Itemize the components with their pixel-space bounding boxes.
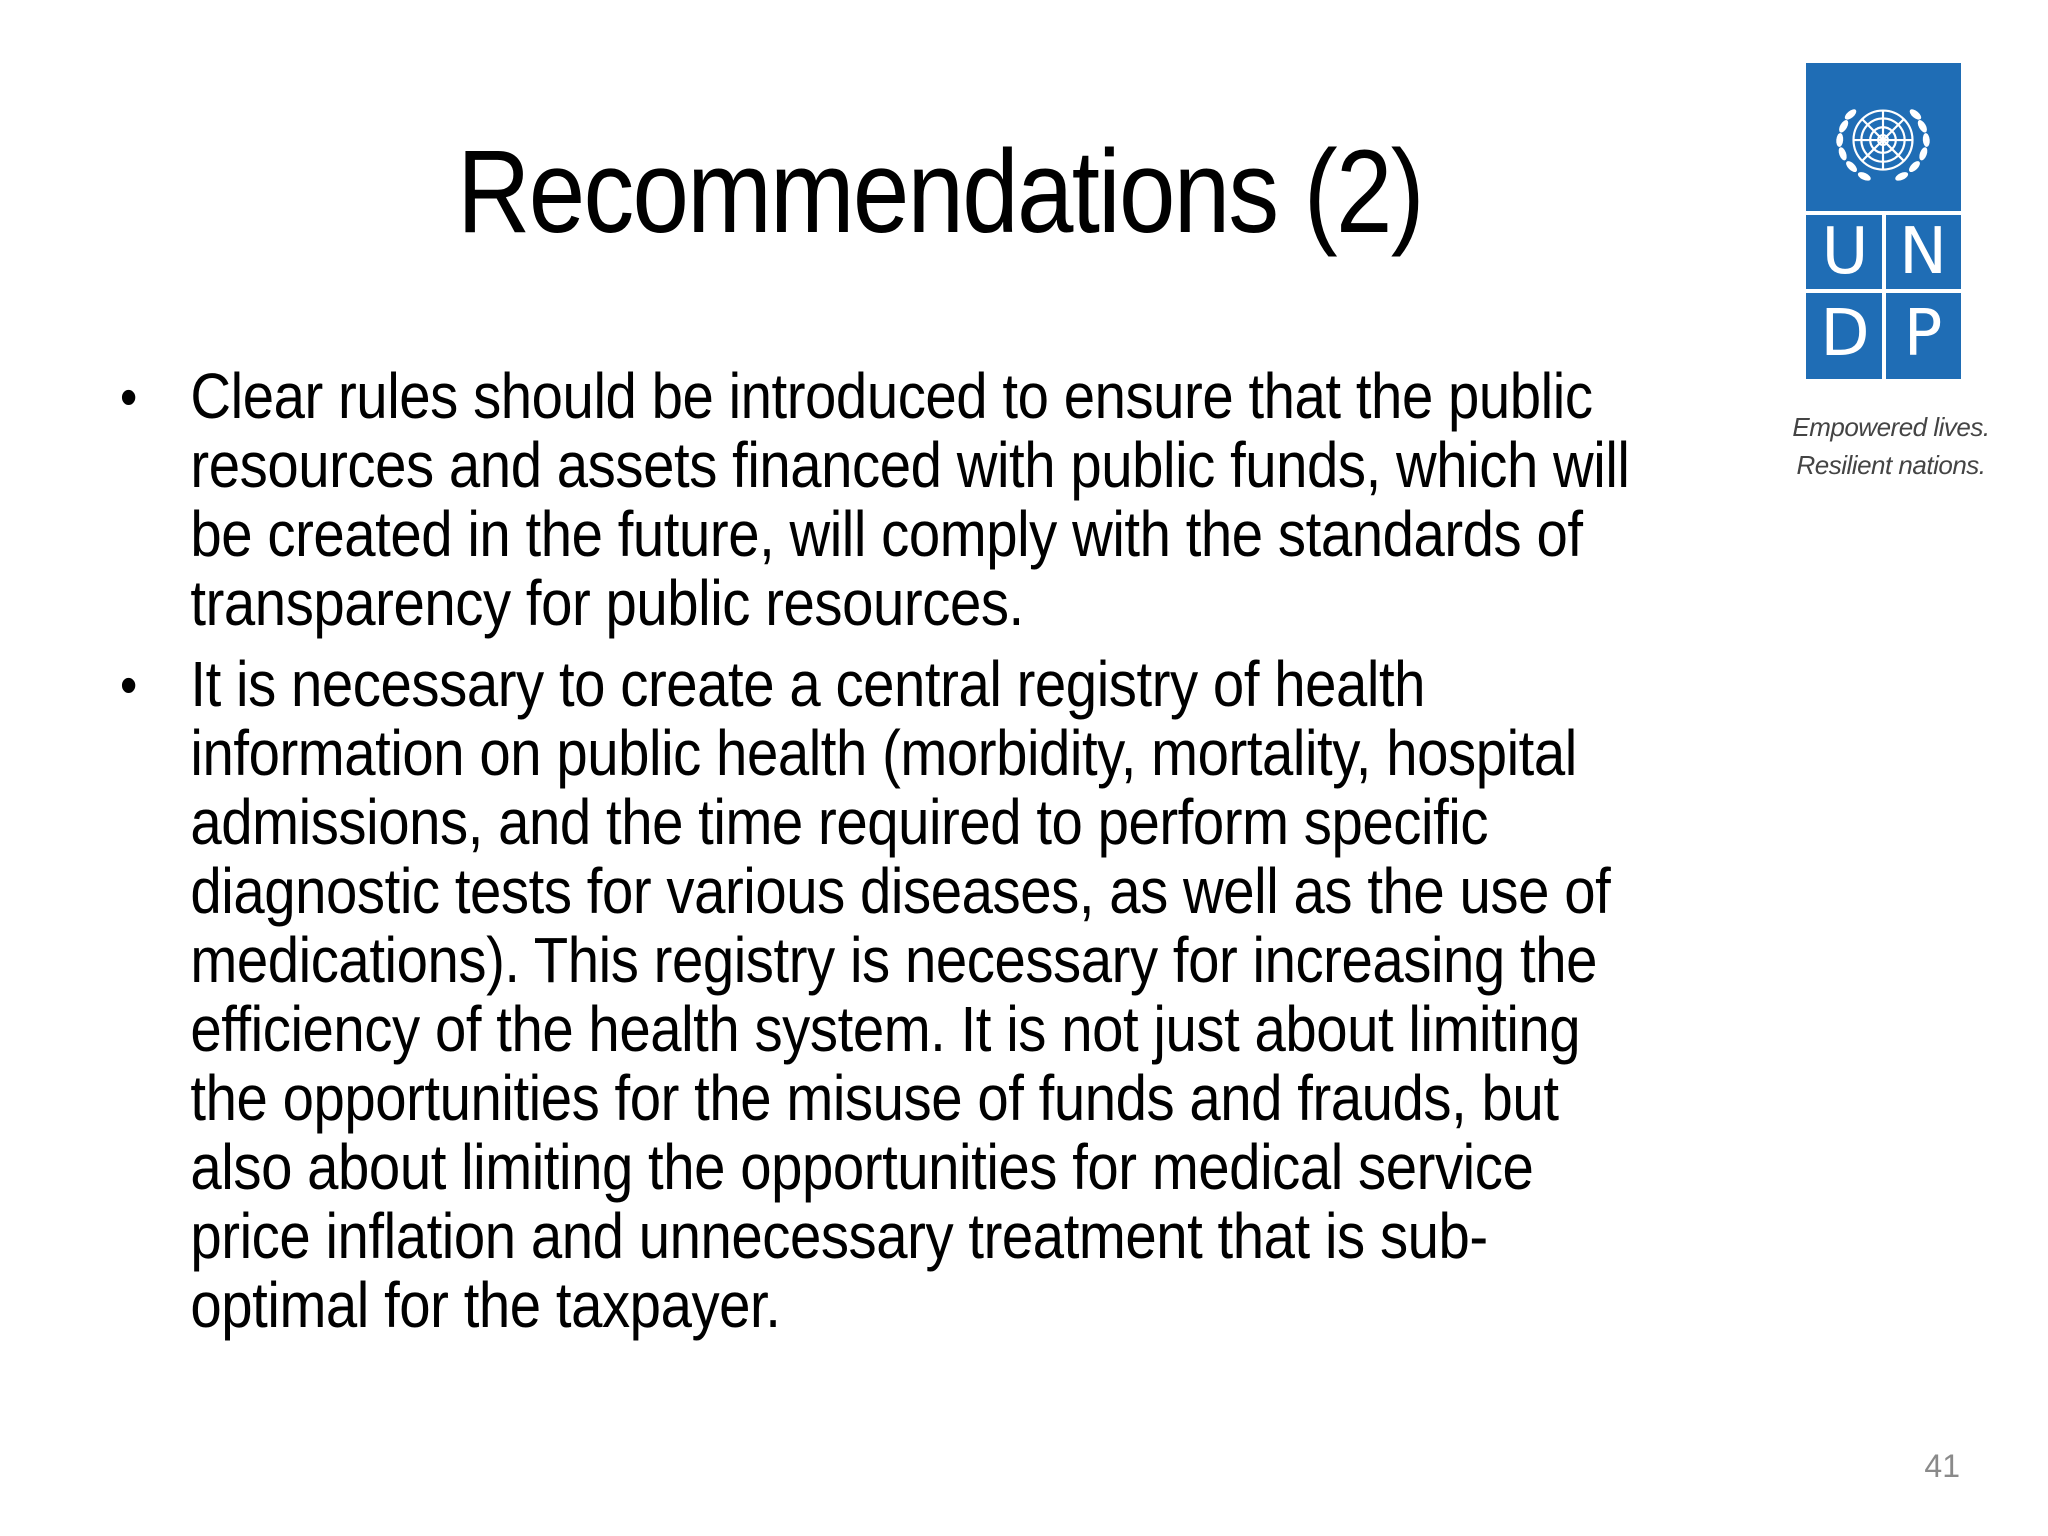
logo-letter-u: U [1821, 215, 1869, 289]
undp-logo [1806, 63, 1961, 379]
logo-letter-d: D [1820, 297, 1870, 371]
bullet-item [120, 650, 1634, 1340]
bullet-marker: • [120, 365, 137, 428]
page-number: 41 [1924, 1448, 1960, 1484]
bullet-item [120, 362, 1634, 638]
logo-letter-p: P [1903, 297, 1943, 371]
bullet-text: It is necessary to create a central registry of health information on public health (morbidity, mortality, hospital admissions, and the time required to perform specific diagnostic tests for various diseases, as well as the use of medications). This registry is necessary for increasing the efficiency of the health system. It is not just about limiting the opportunities for the misuse of funds and frauds, but also about limiting the opportunities for medical service price inflation and unnecessary treatment that is sub-optimal for the taxpayer. [190, 648, 1611, 1341]
bullet-marker: • [120, 653, 137, 716]
slide-title: Recommendations (2) [457, 126, 1423, 258]
tagline-line-1: Empowered lives. [1792, 412, 1990, 442]
logo-tagline [1776, 408, 2006, 484]
bullet-list [120, 362, 1840, 1352]
logo-letter-n: N [1899, 215, 1947, 289]
bullet-text: Clear rules should be introduced to ensure that the public resources and assets financed with public funds, which will be created in the future, will comply with the standards of transparency for public resources. [190, 360, 1630, 639]
un-emblem-icon [1824, 83, 1942, 201]
tagline-line-2: Resilient nations. [1796, 450, 1986, 480]
